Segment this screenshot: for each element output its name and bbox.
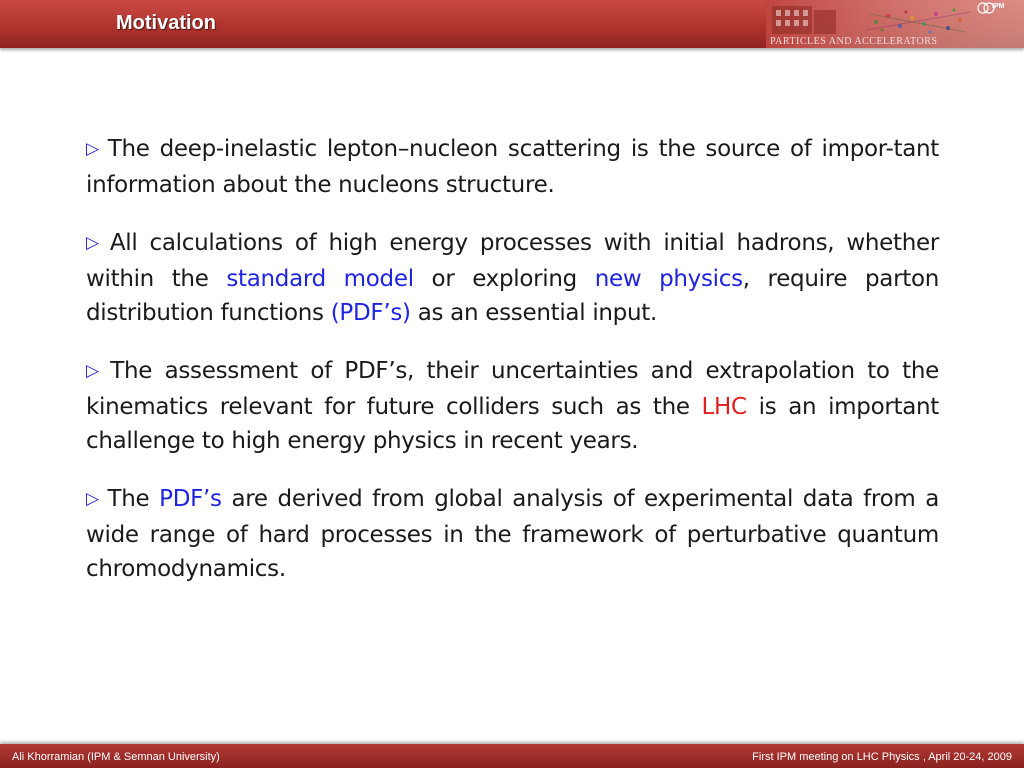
bullet-text: is an important challenge to high energy physics in recent years. xyxy=(86,394,939,454)
highlighted-term: new physics xyxy=(594,266,743,292)
footer-bar xyxy=(0,744,1024,768)
slide-content xyxy=(86,132,939,610)
highlighted-term: standard model xyxy=(226,266,414,292)
highlighted-term: LHC xyxy=(701,394,747,420)
triangle-bullet-icon: ▷ xyxy=(86,139,102,159)
triangle-bullet-icon: ▷ xyxy=(86,361,105,381)
slide-title: Motivation xyxy=(116,12,216,34)
bullet-paragraph xyxy=(86,482,939,586)
header-bar xyxy=(0,0,1024,48)
bullet-paragraph xyxy=(86,354,939,458)
bullet-text: The xyxy=(107,486,160,512)
bullet-text: All calculations of high energy processes with initial hadrons, whether within the xyxy=(86,230,939,292)
triangle-bullet-icon: ▷ xyxy=(86,489,102,509)
bullet-text: The deep-inelastic lepton–nucleon scattering is the source of impor-tant information about the nucleons structure. xyxy=(86,136,939,198)
bullet-text: or exploring xyxy=(413,266,595,292)
highlighted-term: PDF’s xyxy=(159,486,222,512)
logo-caption: PARTICLES AND ACCELERATORS xyxy=(770,36,938,47)
footer-author: Ali Khorramian (IPM & Semnan University) xyxy=(12,751,220,763)
bullet-text: as an essential input. xyxy=(410,300,657,326)
ipm-logo-text: IPM xyxy=(992,3,1005,10)
bullet-text: are derived from global analysis of experimental data from a wide range of hard processes in the framework of perturbative quantum chromodynamics. xyxy=(86,486,939,582)
triangle-bullet-icon: ▷ xyxy=(86,233,104,253)
bullet-text: The assessment of PDF’s, their uncertainties and extrapolation to the kinematics relevant for future colliders such as the xyxy=(86,358,939,420)
bullet-paragraph xyxy=(86,132,939,202)
bullet-paragraph xyxy=(86,226,939,330)
highlighted-term: (PDF’s) xyxy=(330,300,411,326)
bullet-text: , require parton distribution functions xyxy=(86,266,939,326)
school-logo-banner xyxy=(766,0,1024,48)
footer-event: First IPM meeting on LHC Physics , April 20-24, 2009 xyxy=(752,751,1012,763)
